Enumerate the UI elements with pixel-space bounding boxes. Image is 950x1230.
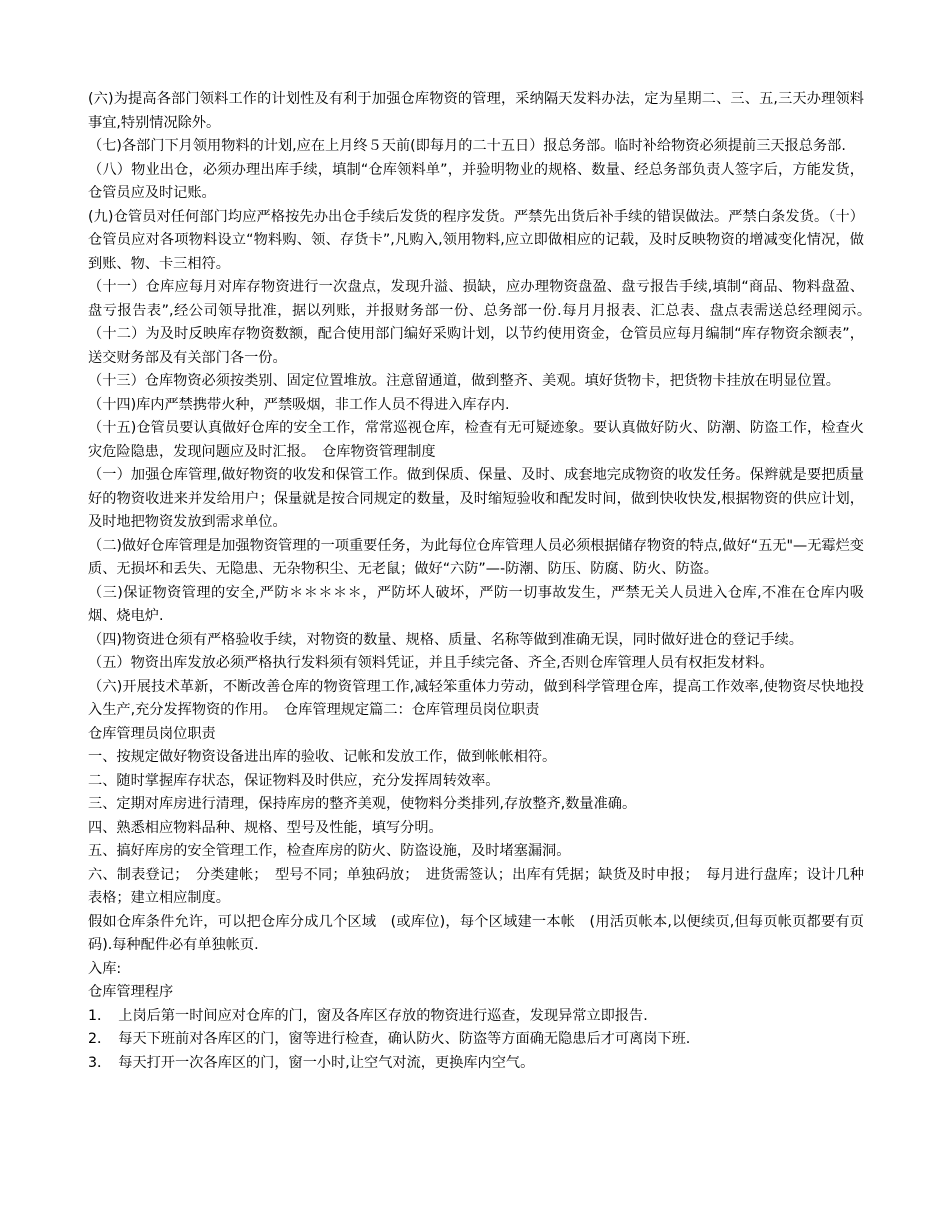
duty-item-two: 二、随时掌握库存状态，保证物料及时供应，充分发挥周转效率。 — [88, 772, 500, 789]
duty-item-six: 六、制表登记； 分类建帐； 型号不同；单独码放； 进货需签认；出库有凭据；缺货及时申报； 每月进行盘库；设计几种表格；建立相应制度。 — [88, 866, 864, 906]
paragraph-six-material-schedule: (六)为提高各部门领料工作的计划性及有利于加强仓库物资的管理，采纳隔天发料办法，定为星期二、三、五,三天办理领料事宜,特别情况除外。 — [88, 91, 864, 131]
label-inbound: 入库: — [88, 960, 122, 977]
paragraph-rule-six: （六)开展技术革新，不断改善仓库的物资管理工作,减轻笨重体力劳动，做到科学管理仓库，提高工作效率,使物资尽快地投入生产,充分发挥物资的作用。 仓库管理规定篇二：仓库管理员岗位职责 — [88, 678, 864, 718]
paragraph-rule-three: （三)保证物资管理的安全,严防＊＊＊＊＊，严防坏人破坏，严防一切事故发生，严禁无关人员进入仓库,不准在仓库内吸烟、烧电炉. — [88, 584, 864, 624]
duty-item-three: 三、定期对库房进行清理，保持库房的整齐美观，使物料分类排列,存放整齐,数量准确。 — [88, 796, 637, 812]
procedure-item-two: 2． 每天下班前对各库区的门，窗等进行检查，确认防火、防盗等方面确无隐患后才可离岗下班. — [88, 1031, 691, 1047]
paragraph-rule-four: （四)物资进仓须有严格验收手续，对物资的数量、规格、质量、名称等做到准确无误，同时做好进仓的登记手续。 — [88, 631, 803, 648]
paragraph-rule-two: （二)做好仓库管理是加强物资管理的一项重要任务，为此每位仓库管理人员必须根据储存物资的特点,做好“五无"—无霉烂变质、无损坏和丢失、无隐患、无杂物积尘、无老鼠；做好“六防”—-防潮、防压、防腐、防火、防盗。 — [88, 537, 864, 577]
section-heading-duties: 仓库管理员岗位职责 — [88, 725, 216, 742]
duty-item-one: 一、按规定做好物资设备进出库的验收、记帐和发放工作，做到帐帐相符。 — [88, 749, 557, 765]
paragraph-rule-one: （一）加强仓库管理,做好物资的收发和保管工作。做到保质、保量、及时、成套地完成物资的收发任务。保辫就是要把质量好的物资收进来并发给用户；保量就是按合同规定的数量，及时缩短验收和配发时间，做到快收快发,根据物资的供应计划，及时地把物资发放到需求单位。 — [88, 467, 864, 530]
paragraph-nine-ten-issuing: (九)仓管员对任何部门均应严格按先办出仓手续后发货的程序发货。严禁先出货后补手续的错误做法。严禁白条发货。（十）仓管员应对各项物料设立“物料购、领、存货卡”,凡购入,领用物料,应立即做相应的记载，及时反映物资的增减变化情况，做到账、物、卡三相符。 — [88, 208, 864, 272]
paragraph-zones: 假如仓库条件允许，可以把仓库分成几个区域 (或库位)，每个区域建一本帐 (用活页帐本,以便续页,但每页帐页都要有页码).每种配件必有单独帐页. — [88, 913, 864, 953]
procedure-item-three: 3． 每天打开一次各库区的门，窗一小时,让空气对流，更换库内空气。 — [88, 1054, 535, 1071]
procedure-item-one: 1． 上岗后第一时间应对仓库的门，窗及各库区存放的物资进行巡查，发现异常立即报告. — [88, 1007, 648, 1024]
paragraph-rule-five: （五）物资出库发放必须严格执行发料须有领料凭证，并且手续完备、齐全,否则仓库管理人员有权拒发材料。 — [88, 655, 774, 671]
duty-item-four: 四、熟悉相应物料品种、规格、型号及性能，填写分明。 — [88, 819, 443, 836]
document-body — [88, 88, 879, 1075]
paragraph-eight-outbound: （八）物业出仓，必须办理出库手续，填制“仓库领料单”，并验明物业的规格、数量、经总务部负责人签字后，方能发货，仓管员应及时记账。 — [88, 161, 864, 201]
paragraph-thirteen-stacking: （十三）仓库物资必须按类别、固定位置堆放。注意留通道，做到整齐、美观。填好货物卡，把货物卡挂放在明显位置。 — [88, 373, 840, 389]
section-heading-procedure: 仓库管理程序 — [88, 984, 174, 1000]
paragraph-fifteen-safety: （十五)仓管员要认真做好仓库的安全工作，常常巡视仓库，检查有无可疑迹象。要认真做好防火、防潮、防盗工作，检查火灾危险隐患，发现问题应及时汇报。 仓库物资管理制度 — [88, 420, 864, 460]
paragraph-eleven-twelve-inventory: （十一）仓库应每月对库存物资进行一次盘点，发现升溢、损缺，应办理物资盘盈、盘亏报告手续,填制“商品、物料盘盈、盘亏报告表”,经公司领导批准，据以列账，并报财务部一份、总务部一份.每月月报表、汇总表、盘点表需送总经理阅示。 （十二）为及时反映库存物资数额，配合使用部门编好采购计划，以节约使用资金，仓管员应每月编制“库存物资余额表”，送交财务部及有关部门各一份。 — [88, 279, 879, 366]
paragraph-fourteen-fire: （十四)库内严禁携带火种，严禁吸烟，非工作人员不得进入库存内. — [88, 396, 510, 413]
duty-item-five: 五、搞好库房的安全管理工作，检查库房的防火、防盗设施，及时堵塞漏洞。 — [88, 843, 571, 859]
paragraph-seven-monthly-plan: （七)各部门下月领用物料的计划,应在上月终５天前(即每月的二十五日）报总务部。临时补给物资必须提前三天报总务部. — [88, 138, 846, 154]
